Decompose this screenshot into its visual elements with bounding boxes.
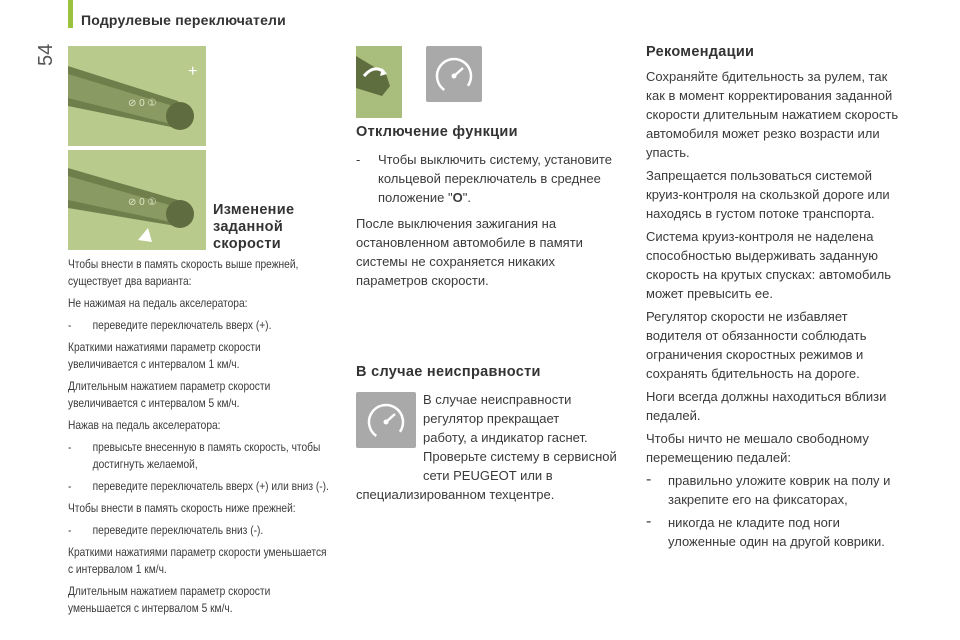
change-speed-bullet xyxy=(68,439,323,456)
svg-text:+: + xyxy=(188,63,198,80)
disable-bullet-line: положение "O". xyxy=(378,190,471,205)
svg-text:⊘ 0 ①: ⊘ 0 ① xyxy=(128,98,157,109)
change-speed-bullet-text: переведите переключатель вверх (+). xyxy=(92,319,272,332)
change-speed-paragraph: Краткими нажатиями параметр скорости уменьшается xyxy=(68,546,327,559)
change-speed-paragraph: увеличивается с интервалом 1 км/ч. xyxy=(68,358,240,371)
recommendation-paragraph xyxy=(646,307,946,383)
change-speed-bullet-continuation: достигнуть желаемой, xyxy=(92,458,198,471)
recommendation-line: никогда не кладите под ноги xyxy=(668,515,840,530)
change-speed-title-line: заданной xyxy=(213,219,284,235)
recommendation-paragraph xyxy=(646,227,946,303)
speedometer-indicator-off xyxy=(426,46,482,102)
bullet-dash: - xyxy=(68,524,72,537)
bullet-dash: - xyxy=(68,319,72,332)
recommendation-line: педалей. xyxy=(646,408,701,423)
recommendation-bullet xyxy=(646,513,946,551)
ring-switch-illustration xyxy=(356,46,402,118)
header-accent-bar xyxy=(68,0,73,28)
bullet-dash: - xyxy=(356,152,361,167)
recommendation-line: скорость на крутых спусках: автомобиль xyxy=(646,267,892,282)
change-speed-paragraph: увеличивается с интервалом 5 км/ч. xyxy=(68,397,240,410)
change-speed-text xyxy=(68,256,358,622)
bullet-dash: - xyxy=(68,441,72,454)
recommendation-line: Сохраняйте бдительность за рулем, так xyxy=(646,69,888,84)
recommendations-text xyxy=(646,67,946,555)
disable-title: Отключение функции xyxy=(356,124,518,140)
change-speed-bullet-text: переведите переключатель вверх (+) или вниз (-). xyxy=(92,480,329,493)
recommendation-line: скорости длительным нажатием скорость xyxy=(646,107,899,122)
malfunction-line: регулятор прекращает xyxy=(423,411,560,426)
recommendation-line: может превысить ее. xyxy=(646,286,774,301)
bullet-dash: - xyxy=(68,480,72,493)
change-speed-paragraph: существует два варианта: xyxy=(68,275,192,288)
recommendation-paragraph xyxy=(646,166,946,223)
recommendation-line: круиз-контроля на скользкой дороге или xyxy=(646,187,890,202)
recommendation-line: уложенные один на другой коврики. xyxy=(668,534,885,549)
malfunction-line: специализированном техцентре. xyxy=(356,487,555,502)
recommendation-line: Чтобы ничто не мешало свободному xyxy=(646,431,869,446)
change-speed-paragraph: Чтобы внести в память скорость ниже прежней: xyxy=(68,502,296,515)
stalk-illustration-top xyxy=(68,46,206,146)
change-speed-paragraph: Чтобы внести в память скорость выше прежней, xyxy=(68,258,299,271)
recommendation-line: Регулятор скорости не избавляет xyxy=(646,309,848,324)
change-speed-paragraph: Краткими нажатиями параметр скорости xyxy=(68,341,261,354)
disable-para-line: системы не сохраняется никаких xyxy=(356,254,555,269)
malfunction-line: Проверьте систему в сервисной xyxy=(423,449,617,464)
change-speed-paragraph: уменьшается с интервалом 5 км/ч. xyxy=(68,602,233,615)
recommendation-line: способностью выдерживать заданную xyxy=(646,248,879,263)
page-header-title: Подрулевые переключатели xyxy=(81,12,286,28)
recommendation-line: ограничения скоростных режимов и xyxy=(646,347,864,362)
recommendation-paragraph xyxy=(646,429,946,467)
recommendations-title: Рекомендации xyxy=(646,44,755,60)
change-speed-title-line: Изменение xyxy=(213,202,295,218)
recommendation-line: Система круиз-контроля не наделена xyxy=(646,229,874,244)
change-speed-bullet xyxy=(68,478,329,495)
change-speed-bullet xyxy=(68,317,323,334)
recommendation-line: как в момент корректирования заданной xyxy=(646,88,893,103)
change-speed-paragraph: с интервалом 1 км/ч. xyxy=(68,563,167,576)
change-speed-title-line: скорости xyxy=(213,236,281,252)
recommendation-line: Запрещается пользоваться системой xyxy=(646,168,872,183)
malfunction-line: сети PEUGEOT или в xyxy=(423,468,553,483)
stalk-illustration-bottom xyxy=(68,150,206,250)
disable-para-line: параметров скорости. xyxy=(356,273,489,288)
disable-bullet-line: Чтобы выключить систему, установите xyxy=(378,152,612,167)
recommendation-paragraph xyxy=(646,67,946,162)
change-speed-bullet-text: превысьте внесенную в память скорость, чтобы xyxy=(92,441,321,454)
change-speed-paragraph: Нажав на педаль акселератора: xyxy=(68,419,221,432)
change-speed-paragraph: Длительным нажатием параметр скорости xyxy=(68,380,271,393)
disable-bullet-line: кольцевой переключатель в среднее xyxy=(378,171,601,186)
change-speed-bullet xyxy=(68,522,323,539)
recommendation-line: перемещению педалей: xyxy=(646,450,791,465)
malfunction-line: В случае неисправности xyxy=(423,392,572,407)
malfunction-title: В случае неисправности xyxy=(356,364,541,380)
malfunction-line: работу, а индикатор гаснет. xyxy=(423,430,588,445)
recommendation-line: Ноги всегда должны находиться вблизи xyxy=(646,389,887,404)
malfunction-text xyxy=(356,390,636,504)
recommendation-line: закрепите его на фиксаторах, xyxy=(668,492,848,507)
disable-para-line: После выключения зажигания на xyxy=(356,216,557,231)
recommendation-line: сохранять бдительность на дороге. xyxy=(646,366,860,381)
svg-text:⊘ 0 ①: ⊘ 0 ① xyxy=(128,197,157,208)
recommendation-line: автомобиля может резко возрасти или xyxy=(646,126,880,141)
change-speed-paragraph: Не нажимая на педаль акселератора: xyxy=(68,297,248,310)
recommendation-line: правильно уложите коврик на полу и xyxy=(668,473,891,488)
recommendation-paragraph xyxy=(646,387,946,425)
page-number: 54 xyxy=(35,43,57,66)
bullet-dash: - xyxy=(646,513,652,530)
recommendation-line: водителя от обязанности соблюдать xyxy=(646,328,867,343)
change-speed-bullet-text: переведите переключатель вниз (-). xyxy=(92,524,264,537)
bullet-dash: - xyxy=(646,471,652,488)
change-speed-paragraph: Длительным нажатием параметр скорости xyxy=(68,585,271,598)
disable-para-line: остановленном автомобиле в памяти xyxy=(356,235,583,250)
change-speed-title xyxy=(213,202,294,253)
recommendation-bullet xyxy=(646,471,946,509)
disable-text xyxy=(356,150,636,290)
recommendation-line: упасть. xyxy=(646,145,690,160)
recommendation-line: находясь в густом потоке транспорта. xyxy=(646,206,875,221)
